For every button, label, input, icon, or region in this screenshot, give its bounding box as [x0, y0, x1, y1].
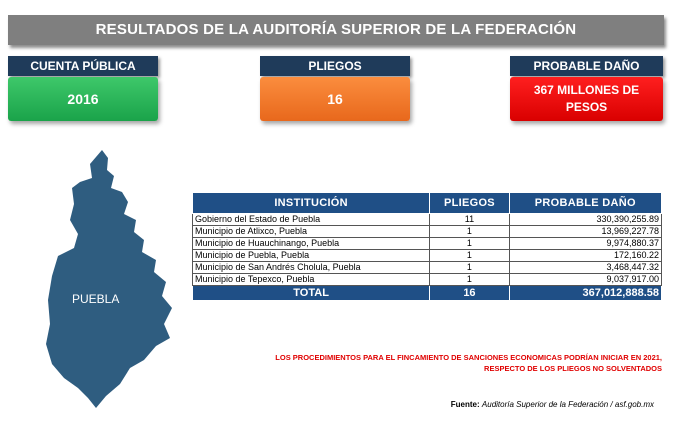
- puebla-state-shape: [46, 150, 172, 408]
- source-text: Auditoría Superior de la Federación / asf.gob.mx: [481, 400, 654, 409]
- header-probable-dano: PROBABLE DAÑO: [509, 193, 661, 214]
- cell-dano: 9,037,917.00: [509, 274, 661, 286]
- card-label-probable-dano: PROBABLE DAÑO: [510, 56, 663, 76]
- cell-dano: 330,390,255.89: [509, 214, 661, 226]
- header-pliegos: PLIEGOS: [430, 193, 509, 214]
- table-header-row: [193, 193, 662, 214]
- cell-pliegos: 1: [430, 262, 509, 274]
- notice-line-2: RESPECTO DE LOS PLIEGOS NO SOLVENTADOS: [484, 364, 662, 373]
- source-caption: [300, 400, 654, 409]
- cell-institucion: Gobierno del Estado de Puebla: [193, 214, 430, 226]
- cell-pliegos: 1: [430, 226, 509, 238]
- cell-institucion: Municipio de Atlixco, Puebla: [193, 226, 430, 238]
- cell-pliegos: 1: [430, 238, 509, 250]
- total-pliegos: 16: [430, 286, 509, 301]
- header-institucion: INSTITUCIÓN: [193, 193, 430, 214]
- card-value-pliegos: 16: [260, 77, 410, 121]
- card-label-pliegos: PLIEGOS: [260, 56, 410, 76]
- cell-institucion: Municipio de Tepexco, Puebla: [193, 274, 430, 286]
- cell-institucion: Municipio de San Andrés Cholula, Puebla: [193, 262, 430, 274]
- cell-dano: 3,468,447.32: [509, 262, 661, 274]
- page-title: RESULTADOS DE LA AUDITORÍA SUPERIOR DE LA FEDERACIÓN: [8, 15, 664, 45]
- notice-line-1: LOS PROCEDIMIENTOS PARA EL FINCAMIENTO DE SANCIONES ECONOMICAS PODRÍAN INICIAR EN 2021,: [275, 353, 662, 362]
- table-row: [193, 226, 662, 238]
- table-total-row: [193, 286, 662, 301]
- card-value-probable-dano: 367 MILLONES DE PESOS: [510, 77, 663, 121]
- table-row: [193, 250, 662, 262]
- table-row: [193, 262, 662, 274]
- table-row: [193, 238, 662, 250]
- table-row: [193, 214, 662, 226]
- map-label: PUEBLA: [72, 292, 120, 306]
- source-prefix: Fuente:: [450, 400, 480, 409]
- cell-institucion: Municipio de Puebla, Puebla: [193, 250, 430, 262]
- cell-pliegos: 1: [430, 274, 509, 286]
- card-label-cuenta-publica: CUENTA PÚBLICA: [8, 56, 158, 76]
- audit-table: [192, 192, 662, 301]
- cell-dano: 9,974,880.37: [509, 238, 661, 250]
- puebla-map: [44, 148, 176, 410]
- cell-pliegos: 11: [430, 214, 509, 226]
- notice-text: [210, 352, 662, 374]
- cell-institucion: Municipio de Huauchinango, Puebla: [193, 238, 430, 250]
- total-dano: 367,012,888.58: [509, 286, 661, 301]
- table-row: [193, 274, 662, 286]
- card-value-cuenta-publica: 2016: [8, 77, 158, 121]
- cell-dano: 13,969,227.78: [509, 226, 661, 238]
- total-label: TOTAL: [193, 286, 430, 301]
- cell-dano: 172,160.22: [509, 250, 661, 262]
- cell-pliegos: 1: [430, 250, 509, 262]
